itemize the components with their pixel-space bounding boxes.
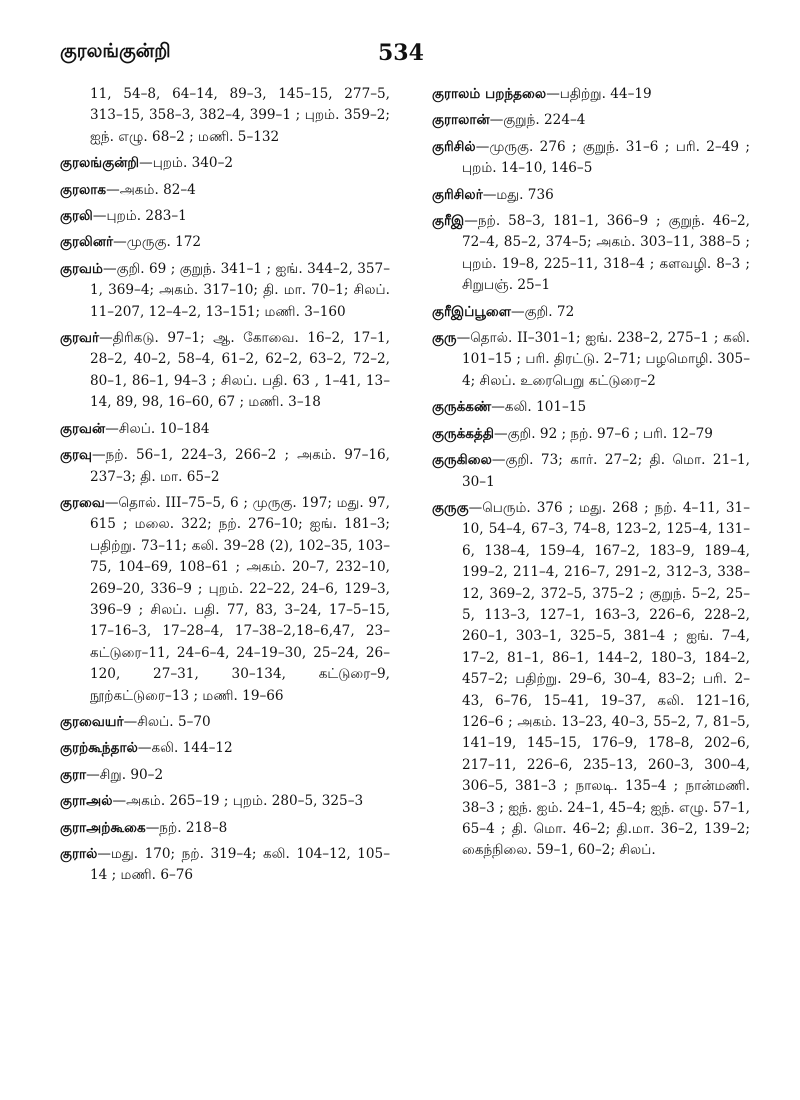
- entry-headword: குரவம்: [60, 260, 103, 277]
- entry-headword: குரலினர்: [60, 234, 114, 251]
- entry-references: —குறுந். 224–4: [489, 112, 586, 129]
- entry-references: —புறம். 283–1: [92, 208, 187, 225]
- index-entry: [60, 328, 390, 414]
- entry-references: —குறி. 69 ; குறுந். 341–1 ; ஐங். 344–2, 357–1, 369–4; அகம். 317–10; தி. மா. 70–1; சிலப். 11–207, 12–4–2, 13–151; மணி. 3–160: [90, 260, 390, 320]
- index-entry: [60, 844, 390, 887]
- entry-references: —புறம். 340–2: [139, 155, 234, 172]
- index-entry: [432, 498, 750, 862]
- entry-headword: குரீஇப்பூளை: [432, 303, 511, 320]
- entry-references: —நற். 56–1, 224–3, 266–2 ; அகம். 97–16, 237–3; தி. மா. 65–2: [90, 447, 390, 485]
- entry-headword: குராலான்: [432, 112, 490, 129]
- entry-references: —கலி. 101–15: [491, 399, 587, 416]
- index-entry: [60, 153, 390, 174]
- index-entry: [60, 791, 390, 812]
- entry-references: —திரிகடு. 97–1; ஆ. கோவை. 16–2, 17–1, 28–2, 40–2, 58–4, 61–2, 62–2, 63–2, 72–2, 80–1, 86–1, 94–3 ; சிலப். பதி. 63 , 1–41, 13–14, 89, 98, 16–60, 67 ; மணி. 3–18: [90, 330, 390, 411]
- index-entry: [60, 206, 390, 227]
- entry-headword: குருக்கண்: [432, 399, 492, 416]
- index-entry: [60, 232, 390, 253]
- entry-references: —சிலப். 5–70: [123, 713, 211, 730]
- entry-references: —குறி. 72: [511, 303, 575, 320]
- entry-references: —குறி. 73; கார். 27–2; தி. மொ. 21–1, 30–1: [462, 452, 750, 490]
- entry-headword: குராஅற்கூகை: [60, 819, 146, 836]
- index-entry: [60, 419, 390, 440]
- entry-headword: குரு: [432, 330, 457, 347]
- index-entry: [60, 180, 390, 201]
- index-entry: [60, 84, 390, 148]
- index-entry: [60, 738, 390, 759]
- index-entry: [432, 84, 750, 105]
- index-entry: [60, 712, 390, 733]
- entry-references: —முருகு. 276 ; குறுந். 31–6 ; பரி. 2–49 ; புறம். 14–10, 146–5: [462, 138, 750, 177]
- entry-references: —குறி. 92 ; நற். 97–6 ; பரி. 12–79: [493, 425, 713, 442]
- index-entry: [432, 302, 750, 323]
- index-entry: [60, 259, 390, 323]
- entry-headword: குரவன்: [60, 420, 106, 437]
- index-entry: [60, 765, 390, 786]
- entry-headword: குரவர்: [60, 330, 100, 347]
- entry-headword: குரவு: [60, 447, 93, 464]
- entry-references: —கலி. 144–12: [137, 740, 233, 757]
- entry-headword: குராஅல்: [60, 793, 113, 810]
- entry-headword: குரீஇ: [432, 213, 465, 230]
- index-entry: [432, 110, 750, 131]
- entry-references: —நற். 58–3, 181–1, 366–9 ; குறுந். 46–2, 72–4, 85–2, 374–5; அகம். 303–11, 388–5 ; புறம். 19–8, 225–11, 318–4 ; களவழி. 8–3 ; சிறுபஞ். 25–1: [462, 213, 750, 294]
- index-entry: [432, 211, 750, 297]
- index-entry: [60, 818, 390, 839]
- index-entry: [432, 397, 750, 418]
- entry-headword: குரிசில்: [432, 138, 476, 155]
- entry-references: —அகம். 265–19 ; புறம். 280–5, 325–3: [112, 793, 364, 810]
- page-number: 534: [378, 40, 424, 66]
- entry-headword: குரா: [60, 766, 87, 783]
- entry-references: —முருகு. 172: [113, 234, 202, 251]
- entry-references: —அகம். 82–4: [106, 181, 196, 198]
- entry-headword: குரலி: [60, 208, 93, 225]
- entry-references: —நற். 218–8: [145, 819, 228, 836]
- index-entry: [432, 328, 750, 392]
- entry-references: —பதிற்று. 44–19: [546, 86, 652, 102]
- entry-headword: குருக்கத்தி: [432, 425, 494, 442]
- entry-references: —தொல். II–301–1; ஐங். 238–2, 275–1 ; கலி. 101–15 ; பரி. திரட்டு. 2–71; பழமொழி. 305–4; சிலப். உரைபெறு கட்டுரை–2: [456, 330, 750, 389]
- entry-references: 11, 54–8, 64–14, 89–3, 145–15, 277–5, 313–15, 358–3, 382–4, 399–1 ; புறம். 359–2; ஐந். எழு. 68–2 ; மணி. 5–132: [90, 86, 390, 145]
- entry-headword: குருகு: [432, 499, 469, 516]
- entry-references: —மது. 736: [482, 186, 554, 203]
- index-entry: [432, 185, 750, 206]
- index-entry: [432, 424, 750, 445]
- index-entry: [60, 445, 390, 488]
- index-entry: [432, 450, 750, 493]
- entry-headword: குரவையர்: [60, 713, 124, 730]
- entry-headword: குரால்: [60, 846, 98, 862]
- entry-headword: குருகிலை: [432, 452, 492, 469]
- index-entry: [60, 493, 390, 707]
- entry-headword: குரிசிலர்: [432, 186, 483, 203]
- entry-references: —சிலப். 10–184: [105, 420, 210, 437]
- entry-headword: குரற்கூந்தால்: [60, 740, 138, 757]
- entry-headword: குரலங்குன்றி: [60, 155, 140, 172]
- entry-headword: குரலாக: [60, 181, 107, 198]
- entry-headword: குரவை: [60, 494, 105, 511]
- left-column: [60, 84, 390, 892]
- entry-references: —மது. 170; நற். 319–4; கலி. 104–12, 105–14 ; மணி. 6–76: [90, 846, 390, 884]
- entry-references: —பெரும். 376 ; மது. 268 ; நற். 4–11, 31–10, 54–4, 67–3, 74–8, 123–2, 125–4, 131–6, 138–4, 159–4, 167–2, 183–9, 189–4, 199–2, 211–4, 216–7, 291–2, 312–3, 338–12, 369–2, 372–5, 375–2 ; குறுந். 5–2, 25–5, 113–3, 127–1, 163–3, 226–6, 228–2, 260–1, 303–1, 325–5, 381–4 ; ஐங். 7–4, 17–2, 81–1, 86–1, 144–2, 180–3, 184–2, 457–2; பதிற்று. 29–6, 30–4, 83–2; பரி. 2–43, 6–76, 15–41, 19–37, கலி. 121–16, 126–6 ; அகம். 13–23, 40–3, 55–2, 7, 81–5, 141–19, 145–15, 176–9, 178–8, 202–6, 217–11, 226–6, 235–13, 260–3, 300–4, 306–5, 381–3 ; நாலடி. 135–4 ; நான்மணி. 38–3 ; ஐந். ஐம். 24–1, 45–4; ஐந். எழு. 57–1, 65–4 ; தி. மொ. 46–2; தி.மா. 36–2, 139–2; கைந்நிலை. 59–1, 60–2; சிலப்.: [462, 499, 750, 859]
- right-column: [432, 84, 750, 867]
- entry-references: —சிறு. 90–2: [86, 766, 164, 783]
- entry-headword: குராலம் பறந்தலை: [432, 86, 547, 102]
- running-head: குரலங்குன்றி: [60, 40, 171, 62]
- index-entry: [432, 137, 750, 180]
- entry-references: —தொல். III–75–5, 6 ; முருகு. 197; மது. 97, 615 ; மலை. 322; நற். 276–10; ஐங். 181–3; பதிற்று. 73–11; கலி. 39–28 (2), 102–35, 103–75, 104–69, 108–61 ; அகம். 20–7, 232–10, 269–20, 336–9 ; புறம். 22–22, 24–6, 129–3, 396–9 ; சிலப். பதி. 77, 83, 3–24, 17–5–15, 17–16–3, 17–28–4, 17–38–2,18–6,47, 23–கட்டுரை–11, 24–6–4, 24–19–30, 25–24, 26–120, 27–31, 30–134, கட்டுரை–9, நூற்கட்டுரை–13 ; மணி. 19–66: [90, 494, 390, 704]
